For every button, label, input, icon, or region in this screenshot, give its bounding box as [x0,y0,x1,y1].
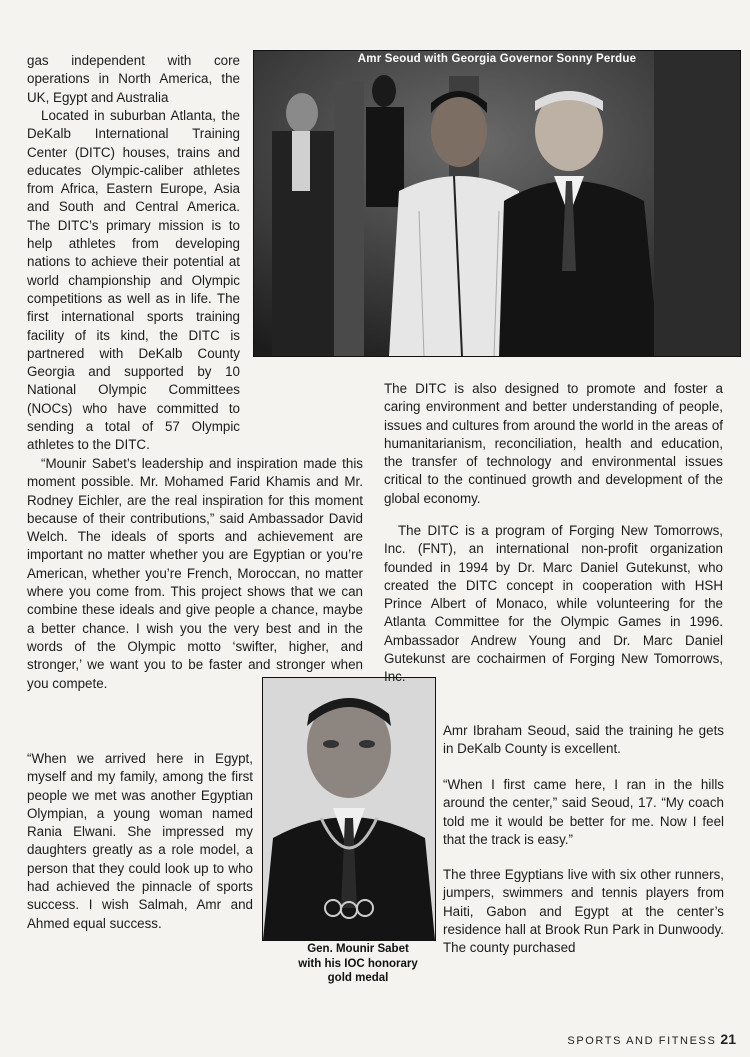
right-paragraph-5: The three Egyptians live with six other runners, jumpers, swimmers and tennis players from Haiti, Gabon and Egypt at the center’s residence hall at Brook Run Park in Dunwoody. The county purchased [443,867,724,956]
left-paragraph-3: “Mounir Sabet’s leadership and inspiration made this moment possible. Mr. Mohamed Farid Khamis and Mr. Rodney Eichler, are the real inspiration for this moment because of their contributions,” said Ambassador David Welch. The ideals of sports and achievement are important no matter whether you are Egyptian or you’re American, whether you’re French, Moroccan, no matter where you come from. This project shows that we can combine these ideals and give people a chance, maybe a better chance. I wish you the very best and in the words of the Olympic motto ‘swifter, higher, and stronger,’ we want you to be faster and stronger when you compete. [27,456,363,691]
caption-line-3: gold medal [327,972,389,984]
photo-caption-mounir [278,942,438,986]
left-paragraph-2: Located in suburban Atlanta, the DeKalb International Training Center (DITC) houses, trains and educates Olympic-caliber athletes from Africa, Eastern Europe, Asia and South and Central America. The DITC’s primary mission is to help athletes from developing nations to achieve their potential at world championship and Olympic competitions as well as in life. The first international sports training facility of its kind, the DITC is partnered with DeKalb County Georgia and supported by 10 National Olympic Committees (NOCs) who have committed to sending a total of 57 Olympic athletes to the DITC. [27,108,240,453]
photo-caption: Amr Seoud with Georgia Governor Sonny Perdue [357,53,637,65]
left-paragraph-4: “When we arrived here in Egypt, myself and my family, among the first people we met was another Egyptian Olympian, a young woman named Rania Elwani. She impressed my daughters greatly as a role model, a person that they could look up to who had achieved the pinnacle of sports success. I wish Salmah, Amr and Ahmed equal success. [27,751,253,931]
right-paragraph-1: The DITC is also designed to promote and foster a caring environment and better understanding of people, issues and cultures from around the world in the areas of humanitarianism, reconciliation, health and education, the transfer of technology and environmental issues critical to the continued growth and development of the global economy. [384,381,723,506]
photo-image [263,678,435,940]
page-footer [567,1031,736,1047]
caption-line-2: with his IOC honorary [298,957,418,970]
right-paragraph-4: “When I first came here, I ran in the hills around the center,” said Seoud, 17. “My coach told me it would be better for me. Now I feel that the track is easy.” [443,777,724,847]
right-paragraph-2: The DITC is a program of Forging New Tomorrows, Inc. (FNT), an international non-profit organization founded in 1994 by Dr. Marc Daniel Gutekunst, who created the DITC concept in cooperation with HSH Prince Albert of Monaco, while volunteering for the Atlanta Committee for the Olympic Games in 1996. Ambassador Andrew Young and Dr. Marc Daniel Gutekunst are cochairmen of Forging New Tomorrows, Inc. [384,523,723,685]
photo-image [254,51,740,356]
photo-seoud-perdue [253,50,741,357]
right-paragraph-3: Amr Ibraham Seoud, said the training he gets in DeKalb County is excellent. [443,723,724,757]
footer-section: SPORTS AND FITNESS [567,1035,717,1047]
photo-mounir-sabet [262,677,436,941]
caption-line-1: Gen. Mounir Sabet [307,943,409,955]
left-paragraph-1: gas independent with core operations in North America, the UK, Egypt and Australia [27,53,240,105]
page-number: 21 [720,1031,736,1047]
